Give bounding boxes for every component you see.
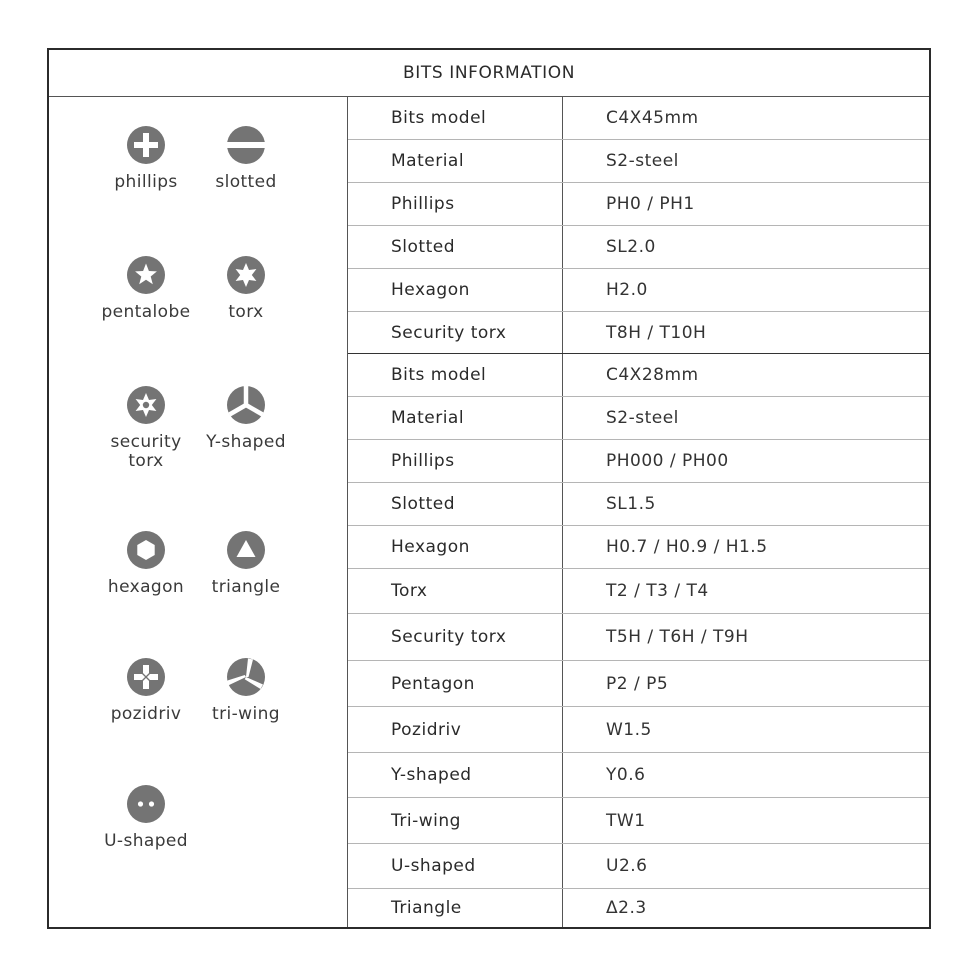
- pozidriv-icon: [126, 657, 166, 697]
- spec-value: W1.5: [606, 719, 652, 740]
- table-row: [348, 798, 929, 844]
- spec-value: C4X45mm: [606, 108, 699, 128]
- legend-item-triangle: [186, 530, 306, 597]
- spec-name: Security torx: [348, 614, 563, 660]
- spec-name: Phillips: [348, 183, 563, 225]
- card-title: BITS INFORMATION: [49, 50, 929, 97]
- spec-value: U2.6: [606, 856, 648, 876]
- bit-types-legend: [49, 97, 348, 927]
- legend-label: slotted: [215, 172, 277, 192]
- spec-name: Hexagon: [348, 526, 563, 568]
- u-shaped-icon: [126, 784, 166, 824]
- spec-name: Slotted: [348, 483, 563, 525]
- spec-value: TW1: [606, 810, 646, 831]
- legend-label: Y-shaped: [206, 432, 286, 452]
- table-row: [348, 397, 929, 440]
- spec-value: T5H / T6H / T9H: [606, 627, 749, 647]
- spec-value: H0.7 / H0.9 / H1.5: [606, 537, 768, 557]
- specs-table: [348, 97, 929, 927]
- spec-name: Slotted: [348, 226, 563, 268]
- y-shaped-icon: [226, 385, 266, 425]
- table-row: [348, 569, 929, 614]
- security-torx-icon: [126, 385, 166, 425]
- legend-item-y-shaped: [186, 385, 306, 452]
- table-row: [348, 889, 929, 927]
- spec-name: Security torx: [348, 312, 563, 353]
- spec-name: Y-shaped: [348, 753, 563, 797]
- spec-value: S2-steel: [606, 408, 679, 428]
- spec-value: H2.0: [606, 280, 648, 300]
- triangle-icon: [226, 530, 266, 570]
- spec-name: Pentagon: [348, 661, 563, 706]
- table-row: [348, 226, 929, 269]
- phillips-icon: [126, 125, 166, 165]
- spec-value: PH000 / PH00: [606, 451, 729, 471]
- legend-item-torx: [186, 255, 306, 322]
- table-row: [348, 440, 929, 483]
- spec-value: P2 / P5: [606, 673, 669, 694]
- legend-item-slotted: [186, 125, 306, 192]
- spec-value: SL2.0: [606, 237, 656, 257]
- table-row: [348, 312, 929, 354]
- spec-value: T8H / T10H: [606, 322, 707, 343]
- tri-wing-icon: [226, 657, 266, 697]
- spec-value: SL1.5: [606, 494, 656, 514]
- legend-label: tri-wing: [212, 704, 280, 724]
- legend-label: triangle: [211, 577, 281, 597]
- spec-name: Material: [348, 397, 563, 439]
- table-row: [348, 707, 929, 753]
- legend-label: U-shaped: [104, 831, 188, 851]
- legend-label: torx: [228, 302, 264, 322]
- table-row: [348, 753, 929, 798]
- table-row: [348, 269, 929, 312]
- spec-name: Bits model: [348, 97, 563, 139]
- spec-name: Torx: [348, 569, 563, 613]
- legend-item-u-shaped: [86, 784, 206, 851]
- spec-name: Tri-wing: [348, 798, 563, 843]
- legend-label: security torx: [110, 432, 182, 471]
- legend-label: pentalobe: [101, 302, 191, 322]
- torx-icon: [226, 255, 266, 295]
- table-row: [348, 183, 929, 226]
- table-row: [348, 661, 929, 707]
- spec-name: U-shaped: [348, 844, 563, 888]
- hexagon-icon: [126, 530, 166, 570]
- spec-name: Pozidriv: [348, 707, 563, 752]
- table-row: [348, 844, 929, 889]
- table-row: [348, 140, 929, 183]
- spec-value: PH0 / PH1: [606, 194, 695, 214]
- table-row: [348, 483, 929, 526]
- spec-name: Material: [348, 140, 563, 182]
- spec-value: S2-steel: [606, 151, 679, 171]
- spec-value: Δ2.3: [606, 898, 647, 918]
- spec-name: Bits model: [348, 354, 563, 396]
- legend-item-tri-wing: [186, 657, 306, 724]
- spec-value: C4X28mm: [606, 365, 699, 385]
- pentalobe-icon: [126, 255, 166, 295]
- slotted-icon: [226, 125, 266, 165]
- bits-information-card: [47, 48, 931, 929]
- spec-name: Phillips: [348, 440, 563, 482]
- spec-value: T2 / T3 / T4: [606, 581, 709, 601]
- spec-value: Y0.6: [606, 765, 646, 785]
- table-row: [348, 614, 929, 661]
- legend-label: pozidriv: [110, 704, 182, 724]
- legend-label: hexagon: [107, 577, 185, 597]
- table-row: [348, 97, 929, 140]
- spec-name: Hexagon: [348, 269, 563, 311]
- table-row: [348, 526, 929, 569]
- table-row: [348, 354, 929, 397]
- legend-label: phillips: [114, 172, 178, 192]
- spec-name: Triangle: [348, 889, 563, 927]
